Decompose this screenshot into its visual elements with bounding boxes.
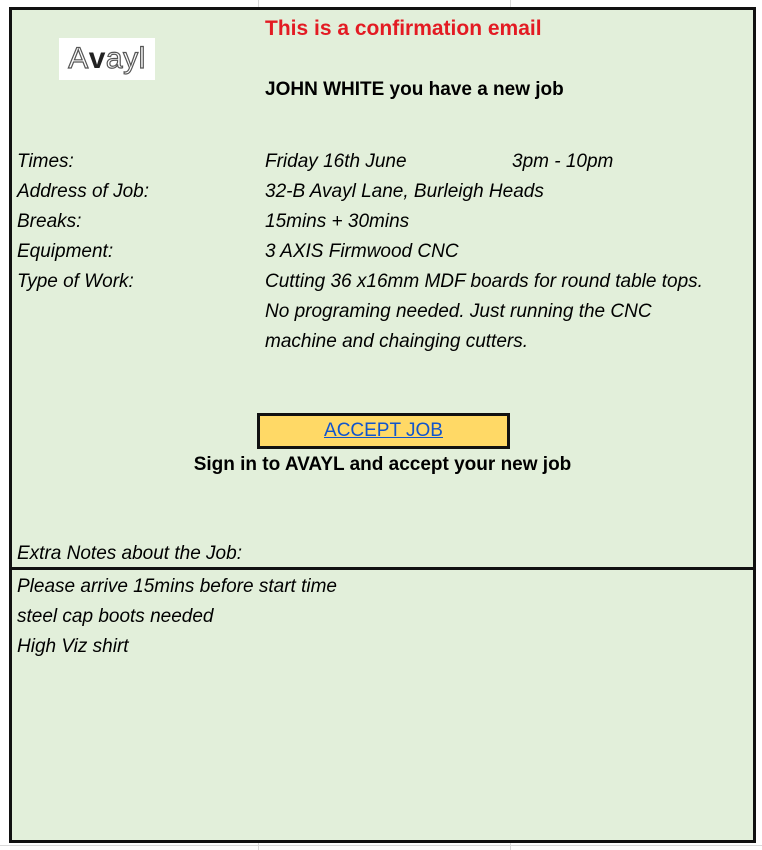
times-label: Times:	[17, 151, 74, 172]
time-range: 3pm - 10pm	[512, 151, 614, 172]
address-label: Address of Job:	[17, 181, 150, 202]
breaks-value: 15mins + 30mins	[265, 211, 410, 232]
note-item: steel cap boots needed	[17, 606, 214, 627]
breaks-label: Breaks:	[17, 211, 82, 232]
address-value: 32-B Avayl Lane, Burleigh Heads	[265, 181, 544, 202]
work-type-value: Cutting 36 x16mm MDF boards for round table tops. No programing needed. Just running the CNC machine and chainging cutters.	[265, 271, 703, 352]
sign-in-instruction: Sign in to AVAYL and accept your new job	[193, 454, 572, 475]
equipment-value: 3 AXIS Firmwood CNC	[265, 241, 459, 262]
work-type-label: Type of Work:	[17, 271, 134, 292]
email-card	[9, 7, 756, 843]
note-item: Please arrive 15mins before start time	[17, 576, 337, 597]
avayl-logo: A v ayl	[59, 38, 155, 80]
note-item: High Viz shirt	[17, 636, 129, 657]
accept-job-button[interactable]: ACCEPT JOB	[257, 413, 510, 449]
confirmation-title: This is a confirmation email	[265, 17, 542, 40]
greeting: JOHN WHITE you have a new job	[265, 79, 564, 100]
gridline	[0, 845, 762, 846]
times-value: Friday 16th June	[265, 151, 407, 172]
extra-notes-label: Extra Notes about the Job:	[17, 543, 242, 564]
equipment-label: Equipment:	[17, 241, 114, 262]
section-divider	[12, 567, 753, 570]
